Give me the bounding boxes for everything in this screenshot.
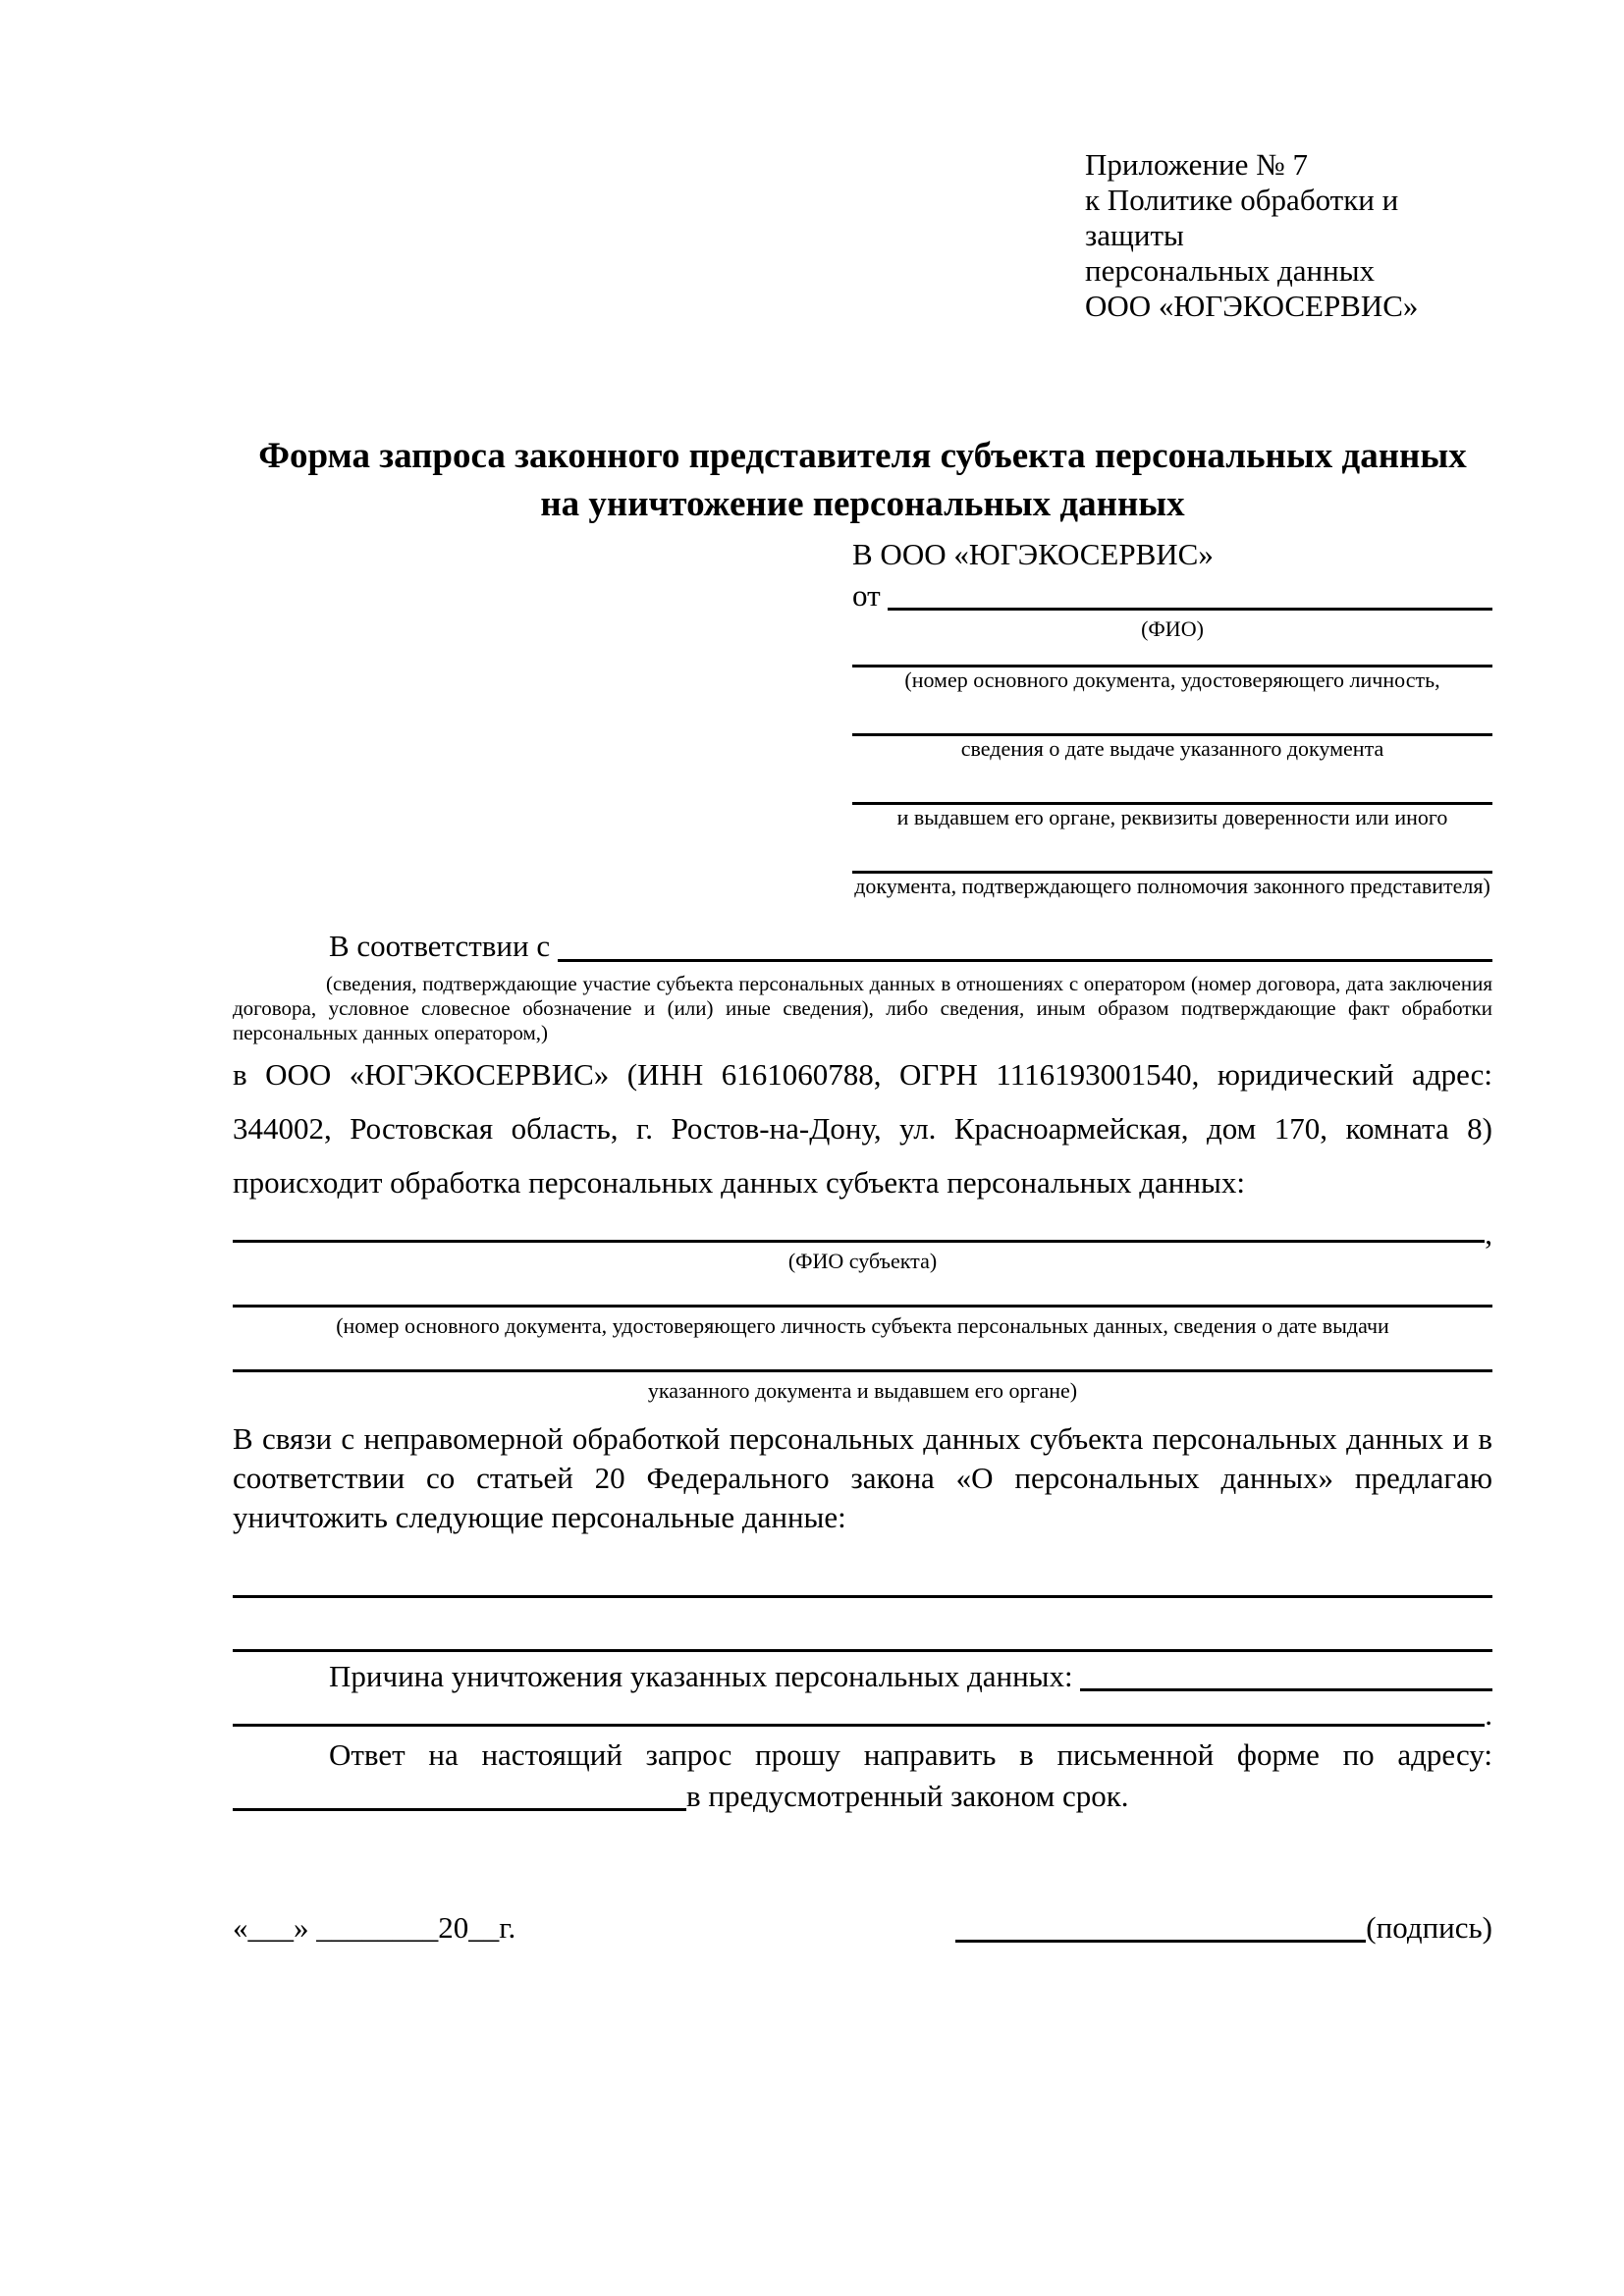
fio-caption: (ФИО)	[1141, 616, 1204, 641]
answer-address-row	[233, 1776, 1492, 1817]
issue-date-field-row	[852, 693, 1492, 762]
addressee-company: В ООО «ЮГЭКОСЕРВИС»	[852, 537, 1214, 571]
field-caption: (номер основного документа, удостоверяющего личность,	[904, 667, 1440, 692]
document-number-field-row	[852, 642, 1492, 693]
reason-label: Причина уничтожения указанных персональных данных:	[329, 1659, 1073, 1693]
demand-paragraph: В связи с неправомерной обработкой персональных данных субъекта персональных данных и в соответствии со статьей 20 Федерального закона «О персональных данных» предлагаю уничтожить следующие персональные данные:	[233, 1421, 1492, 1534]
reason-blank-line-2	[233, 1724, 1485, 1727]
addressee-block	[852, 534, 1492, 899]
field-caption: указанного документа и выдавшем его органе)	[647, 1378, 1078, 1403]
blank-line	[852, 762, 1492, 805]
blank-line	[852, 642, 1492, 667]
accordance-row	[233, 925, 1492, 968]
field-caption: (ФИО субъекта)	[787, 1249, 938, 1273]
blank-line	[852, 693, 1492, 736]
issuing-authority-field-row	[852, 762, 1492, 830]
reason-row	[233, 1656, 1492, 1697]
signature-block	[955, 1907, 1492, 1949]
field-caption: документа, подтверждающего полномочия законного представителя)	[854, 874, 1490, 898]
appendix-policy-line2: персональных данных	[1085, 253, 1376, 288]
document-title	[233, 432, 1492, 528]
authority-document-field-row	[852, 830, 1492, 899]
address-blank-line	[233, 1808, 686, 1811]
footer-row	[233, 1907, 1492, 1949]
field-caption: (номер основного документа, удостоверяющего личность субъекта персональных данных, сведения о дате выдачи	[336, 1313, 1389, 1338]
data-to-destroy-blank-line-1	[233, 1537, 1492, 1598]
accordance-label: В соответствии с	[329, 929, 551, 963]
from-label: от	[852, 578, 881, 613]
appendix-block	[1085, 147, 1492, 324]
blank-line-row	[233, 1274, 1492, 1313]
appendix-company: ООО «ЮГЭКОСЕРВИС»	[1085, 289, 1419, 323]
reason-continuation-row	[233, 1697, 1492, 1733]
blank-line-row	[233, 1339, 1492, 1378]
blank-line-row	[233, 1209, 1492, 1249]
field-caption: сведения о дате выдаче указанного документа	[960, 736, 1384, 761]
subject-fio-row	[233, 1209, 1492, 1274]
subject-fio-blank-line	[233, 1240, 1485, 1243]
signature-caption: (подпись)	[1366, 1910, 1492, 1945]
reason-blank-line	[1080, 1688, 1492, 1691]
representative-name-blank-line	[888, 608, 1492, 611]
appendix-number: Приложение № 7	[1085, 147, 1308, 182]
blank-line	[852, 830, 1492, 874]
document-title-line2: на уничтожение персональных данных	[540, 484, 1185, 524]
subject-document-blank-line	[233, 1305, 1492, 1308]
line-suffix: .	[1485, 1697, 1492, 1732]
from-row	[852, 575, 1492, 616]
operator-paragraph: в ООО «ЮГЭКОСЕРВИС» (ИНН 6161060788, ОГРН 1116193001540, юридический адрес: 344002, Ростовская область, г. Ростов-на-Дону, ул. Красноармейская, дом 170, комната 8) происходит обработка персональных данных субъекта персональных данных:	[233, 1057, 1492, 1200]
subject-authority-row	[233, 1339, 1492, 1404]
document-title-line1: Форма запроса законного представителя субъекта персональных данных	[258, 436, 1467, 476]
subject-authority-blank-line	[233, 1369, 1492, 1372]
signature-blank-line	[955, 1940, 1366, 1943]
line-suffix: ,	[1485, 1216, 1492, 1251]
answer-tail-text: в предусмотренный законом срок.	[686, 1779, 1129, 1813]
field-caption: и выдавшем его органе, реквизиты доверенности или иного	[896, 805, 1448, 829]
accordance-blank-line	[558, 959, 1492, 962]
date-line: «___» ________20__г.	[233, 1910, 516, 1945]
data-to-destroy-blank-line-2	[233, 1598, 1492, 1652]
appendix-policy-line: к Политике обработки и защиты	[1085, 183, 1399, 252]
answer-paragraph: Ответ на настоящий запрос прошу направить в письменной форме по адресу:	[329, 1737, 1492, 1772]
subject-document-row	[233, 1274, 1492, 1339]
accordance-note: (сведения, подтверждающие участие субъекта персональных данных в отношениях с оператором (номер договора, дата заключения договора, условное словесное обозначение и (или) иные сведения), либо сведения, иным образом подтверждающие факт обработки персональных данных оператором,)	[233, 972, 1492, 1044]
